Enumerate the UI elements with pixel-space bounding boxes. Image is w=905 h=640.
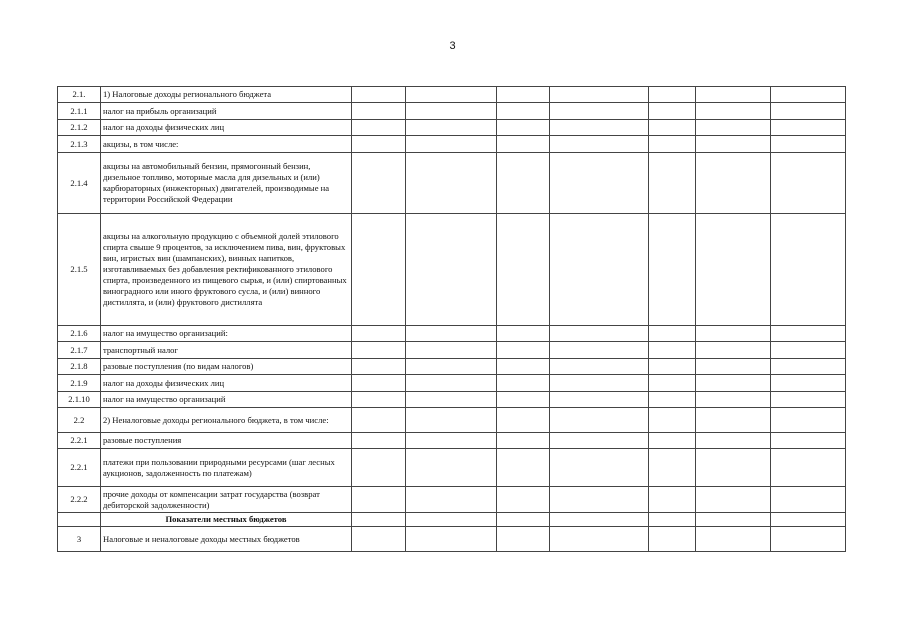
section-heading: Показатели местных бюджетов [101, 513, 352, 527]
table-row [58, 487, 846, 513]
table-row [58, 120, 846, 136]
row-number: 2.2 [58, 408, 101, 433]
row-number: 2.2.1 [58, 433, 101, 449]
row-number: 3 [58, 527, 101, 552]
row-label: акцизы, в том числе: [101, 136, 352, 153]
row-label: 1) Налоговые доходы регионального бюджета [101, 87, 352, 103]
page-number: 3 [449, 40, 456, 52]
row-number: 2.2.2 [58, 487, 101, 513]
row-number: 2.1.6 [58, 326, 101, 342]
row-label: разовые поступления [101, 433, 352, 449]
table-row [58, 87, 846, 103]
row-number: 2.1. [58, 87, 101, 103]
table-row [58, 103, 846, 120]
row-label: разовые поступления (по видам налогов) [101, 359, 352, 375]
table-row [58, 375, 846, 392]
row-label: Налоговые и неналоговые доходы местных бюджетов [101, 527, 352, 552]
row-number: 2.1.8 [58, 359, 101, 375]
table-row [58, 153, 846, 214]
row-number: 2.1.2 [58, 120, 101, 136]
row-label: прочие доходы от компенсации затрат государства (возврат дебиторской задолженности) [101, 487, 352, 513]
row-number: 2.1.1 [58, 103, 101, 120]
table-row [58, 136, 846, 153]
row-label: транспортный налог [101, 342, 352, 359]
row-label: налог на прибыль организаций [101, 103, 352, 120]
row-label: налог на имущество организаций [101, 392, 352, 408]
row-label: платежи при пользовании природными ресурсами (шаг лесных аукционов, задолженность по платежам) [101, 449, 352, 487]
row-number: 2.1.3 [58, 136, 101, 153]
row-number: 2.1.7 [58, 342, 101, 359]
row-number: 2.1.10 [58, 392, 101, 408]
table-row [58, 359, 846, 375]
section-heading-row [58, 513, 846, 527]
row-label: налог на доходы физических лиц [101, 375, 352, 392]
row-label: налог на доходы физических лиц [101, 120, 352, 136]
row-number: 2.1.4 [58, 153, 101, 214]
row-label: акцизы на алкогольную продукцию с объемной долей этилового спирта свыше 9 процентов, за исключением пива, вин, фруктовых вин, игристых вин (шампанских), винных напитков, изготавливаемых без добавления ректификованного этилового спирта, произведенного из пищевого сырья, и (или) спиртованных виноградного или иного фруктового сусла, и (или) винного дистиллята, и (или) фруктового дистиллята [101, 214, 352, 326]
row-number: 2.1.5 [58, 214, 101, 326]
row-label: акцизы на автомобильный бензин, прямогонный бензин, дизельное топливо, моторные масла для дизельных и (или) карбюраторных (инжекторных) двигателей, производимые на территории Российской Федерации [101, 153, 352, 214]
table-row [58, 392, 846, 408]
table-row [58, 433, 846, 449]
table-row [58, 408, 846, 433]
row-number: 2.1.9 [58, 375, 101, 392]
row-label: 2) Неналоговые доходы регионального бюджета, в том числе: [101, 408, 352, 433]
table-row [58, 449, 846, 487]
table-row [58, 527, 846, 552]
revenue-table [57, 86, 846, 552]
row-number: 2.2.1 [58, 449, 101, 487]
table-row [58, 214, 846, 326]
row-label: налог на имущество организаций: [101, 326, 352, 342]
table-row [58, 326, 846, 342]
table-row [58, 342, 846, 359]
